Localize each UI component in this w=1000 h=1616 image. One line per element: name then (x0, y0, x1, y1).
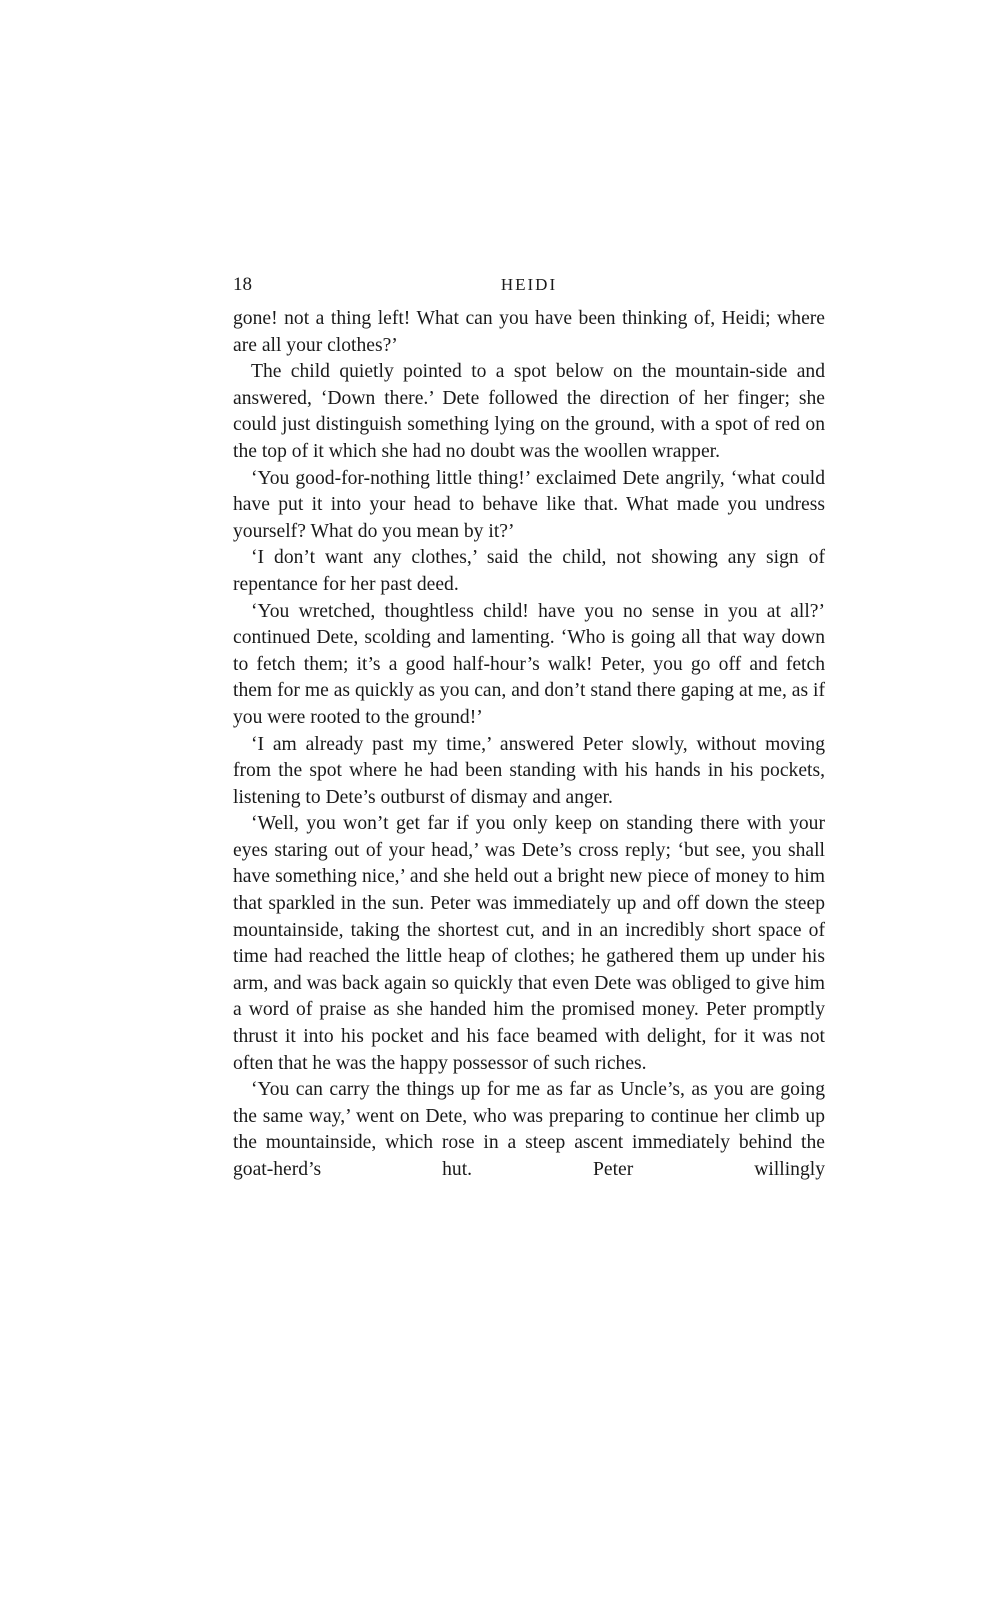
paragraph: ‘You good-for-nothing little thing!’ exclaimed Dete angrily, ‘what could have put it into your head to behave like that. What made you undress yourself? What do you mean by it?’ (233, 467, 825, 542)
book-title: HEIDI (500, 275, 558, 294)
paragraph: ‘Well, you won’t get far if you only keep on standing there with your eyes staring out of your head,’ was Dete’s cross reply; ‘but see, you shall have something nice,’ and she held out a bright new piece of money to him that sparkled in the sun. Peter was immediately up and off down the steep mountainside, taking the shortest cut, and in an incredibly short space of time had reached the little heap of clothes; he gathered them up under his arm, and was back again so quickly that even Dete was obliged to give him a word of praise as she handed him the promised money. Peter promptly thrust it into his pocket and his face beamed with delight, for it was not often that he was the happy possessor of such riches. (233, 813, 825, 1074)
running-head (233, 271, 825, 299)
paragraph: The child quietly pointed to a spot below on the mountain-side and answered, ‘Down there.’ Dete followed the direction of her finger; she could just distinguish something lying on the ground, with a spot of red on the top of it which she had no doubt was the woollen wrapper. (233, 361, 825, 462)
paragraph: ‘I don’t want any clothes,’ said the child, not showing any sign of repentance for her past deed. (233, 547, 825, 595)
book-page (233, 271, 825, 1184)
body-text (233, 306, 825, 1184)
paragraph: ‘I am already past my time,’ answered Peter slowly, without moving from the spot where he had been standing with his hands in his pockets, listening to Dete’s outburst of dismay and anger. (233, 733, 825, 808)
paragraph: gone! not a thing left! What can you have been thinking of, Heidi; where are all your clothes?’ (233, 308, 825, 356)
paragraph: ‘You can carry the things up for me as far as Uncle’s, as you are going the same way,’ went on Dete, who was preparing to continue her climb up the mountainside, which rose in a steep ascent immediately behind the goat-herd’s hut. Peter willingly (233, 1079, 825, 1180)
page-number: 18 (233, 274, 252, 295)
paragraph: ‘You wretched, thoughtless child! have you no sense in you at all?’ continued Dete, scolding and lamenting. ‘Who is going all that way down to fetch them; it’s a good half-hour’s walk! Peter, you go off and fetch them for me as quickly as you can, and don’t stand there gaping at me, as if you were rooted to the ground!’ (233, 600, 825, 728)
